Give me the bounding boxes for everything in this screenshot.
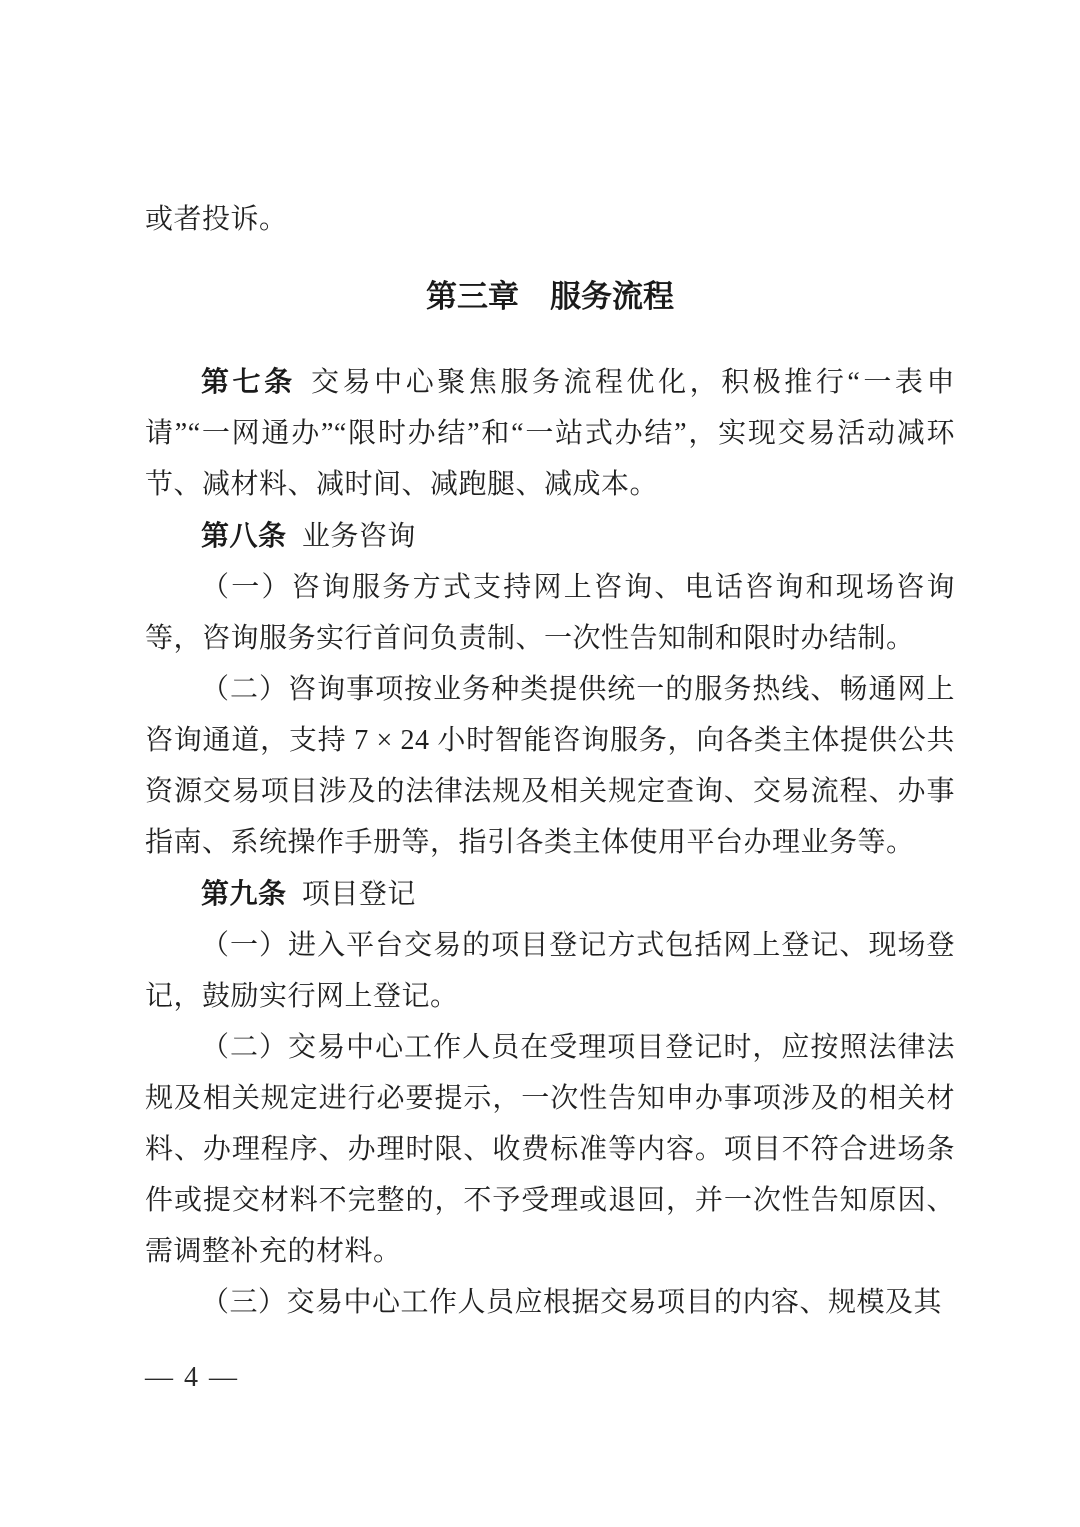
article-8-heading xyxy=(145,510,955,562)
continuation-text: 或者投诉。 xyxy=(145,204,288,235)
article-9-item-1: （一）进入平台交易的项目登记方式包括网上登记、现场登记，鼓励实行网上登记。 xyxy=(145,930,955,1012)
article-7-paragraph xyxy=(145,356,955,510)
article-9-heading xyxy=(145,868,955,920)
article-7-label: 第七条 xyxy=(201,366,296,397)
article-7-body: 交易中心聚焦服务流程优化，积极推行“一表申请”“一网通办”“限时办结”和“一站式办结”，实现交易活动减环节、减材料、减时间、减跑腿、减成本。 xyxy=(145,367,955,500)
chapter-heading: 第三章 服务流程 xyxy=(426,279,674,314)
article-8-label: 第八条 xyxy=(201,520,287,551)
article-9-item-2: （二）交易中心工作人员在受理项目登记时，应按照法律法规及相关规定进行必要提示，一次性告知申办事项涉及的相关材料、办理程序、办理时限、收费标准等内容。项目不符合进场条件或提交材料不完整的，不予受理或退回，并一次性告知原因、需调整补充的材料。 xyxy=(145,1032,955,1267)
article-8-item-2: （二）咨询事项按业务种类提供统一的服务热线、畅通网上咨询通道，支持 7 × 24 小时智能咨询服务，向各类主体提供公共资源交易项目涉及的法律法规及相关规定查询、交易流程、办事指南、系统操作手册等，指引各类主体使用平台办理业务等。 xyxy=(145,674,955,858)
page-number: — 4 — xyxy=(145,1362,239,1393)
article-9-title: 项目登记 xyxy=(301,879,416,910)
article-8-item-1: （一）咨询服务方式支持网上咨询、电话咨询和现场咨询等，咨询服务实行首问负责制、一次性告知制和限时办结制。 xyxy=(145,572,955,654)
article-9-label: 第九条 xyxy=(201,878,287,909)
article-9-item-3: （三）交易中心工作人员应根据交易项目的内容、规模及其 xyxy=(201,1287,943,1318)
article-8-title: 业务咨询 xyxy=(301,521,416,552)
document-body xyxy=(145,194,955,1328)
